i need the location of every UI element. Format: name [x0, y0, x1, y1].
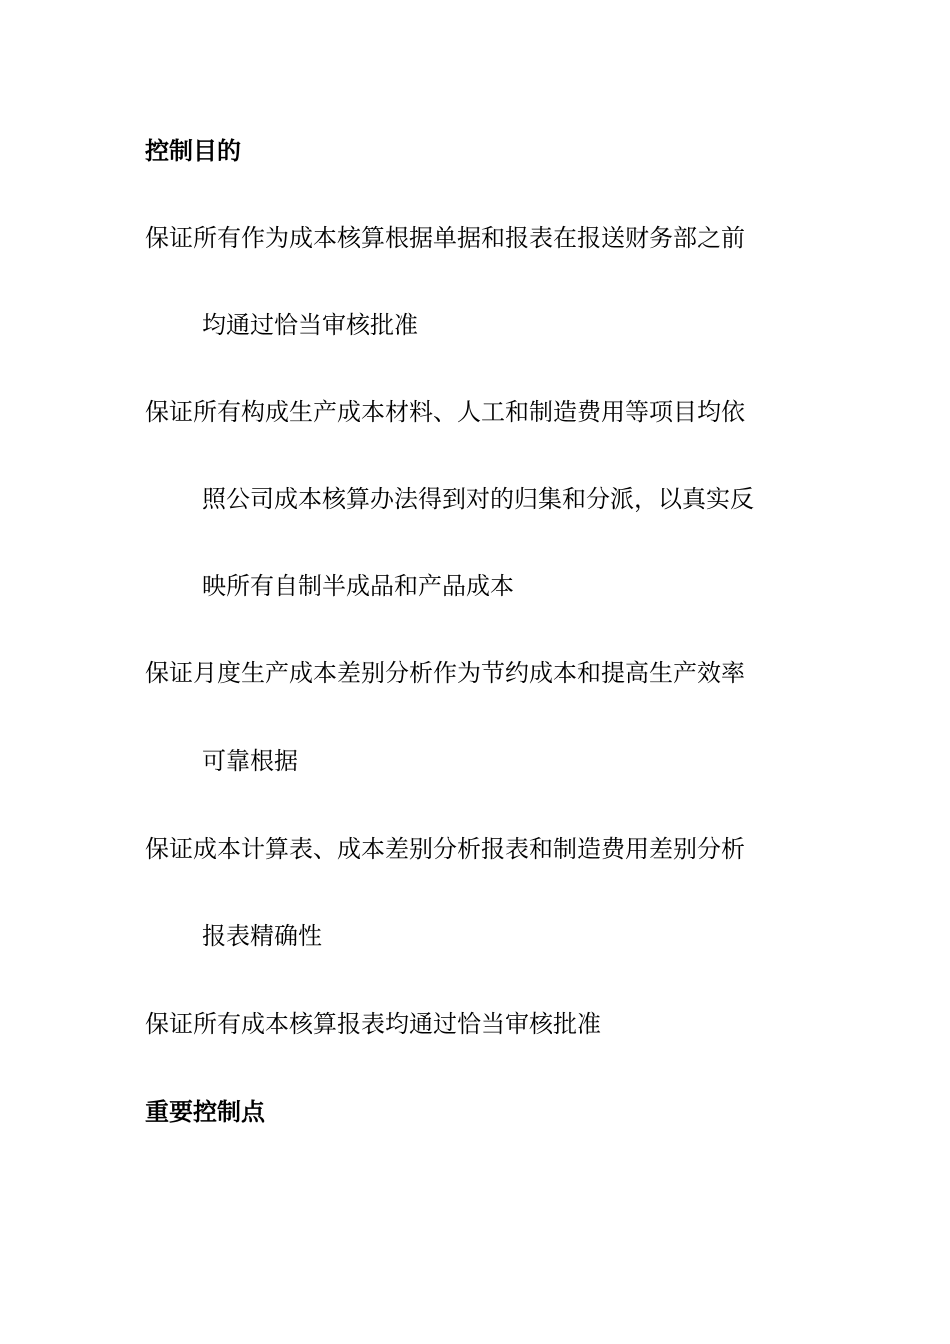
objective-4-line-1: 保证成本计算表、成本差别分析报表和制造费用差别分析 — [145, 835, 745, 863]
objective-3-line-2: 可靠根据 — [202, 747, 298, 775]
objective-2-line-3: 映所有自制半成品和产品成本 — [202, 572, 514, 600]
objective-2-line-2: 照公司成本核算办法得到对的归集和分派，以真实反 — [202, 485, 754, 513]
section-title-key-control-points: 重要控制点 — [145, 1098, 265, 1126]
objective-3-line-1: 保证月度生产成本差别分析作为节约成本和提高生产效率 — [145, 659, 745, 687]
objective-4-line-2: 报表精确性 — [202, 922, 322, 950]
section-title-control-objectives: 控制目的 — [145, 137, 241, 165]
objective-1-line-1: 保证所有作为成本核算根据单据和报表在报送财务部之前 — [145, 224, 745, 252]
objective-5-line-1: 保证所有成本核算报表均通过恰当审核批准 — [145, 1010, 601, 1038]
objective-2-line-1: 保证所有构成生产成本材料、人工和制造费用等项目均依 — [145, 398, 745, 426]
objective-1-line-2: 均通过恰当审核批准 — [202, 311, 418, 339]
